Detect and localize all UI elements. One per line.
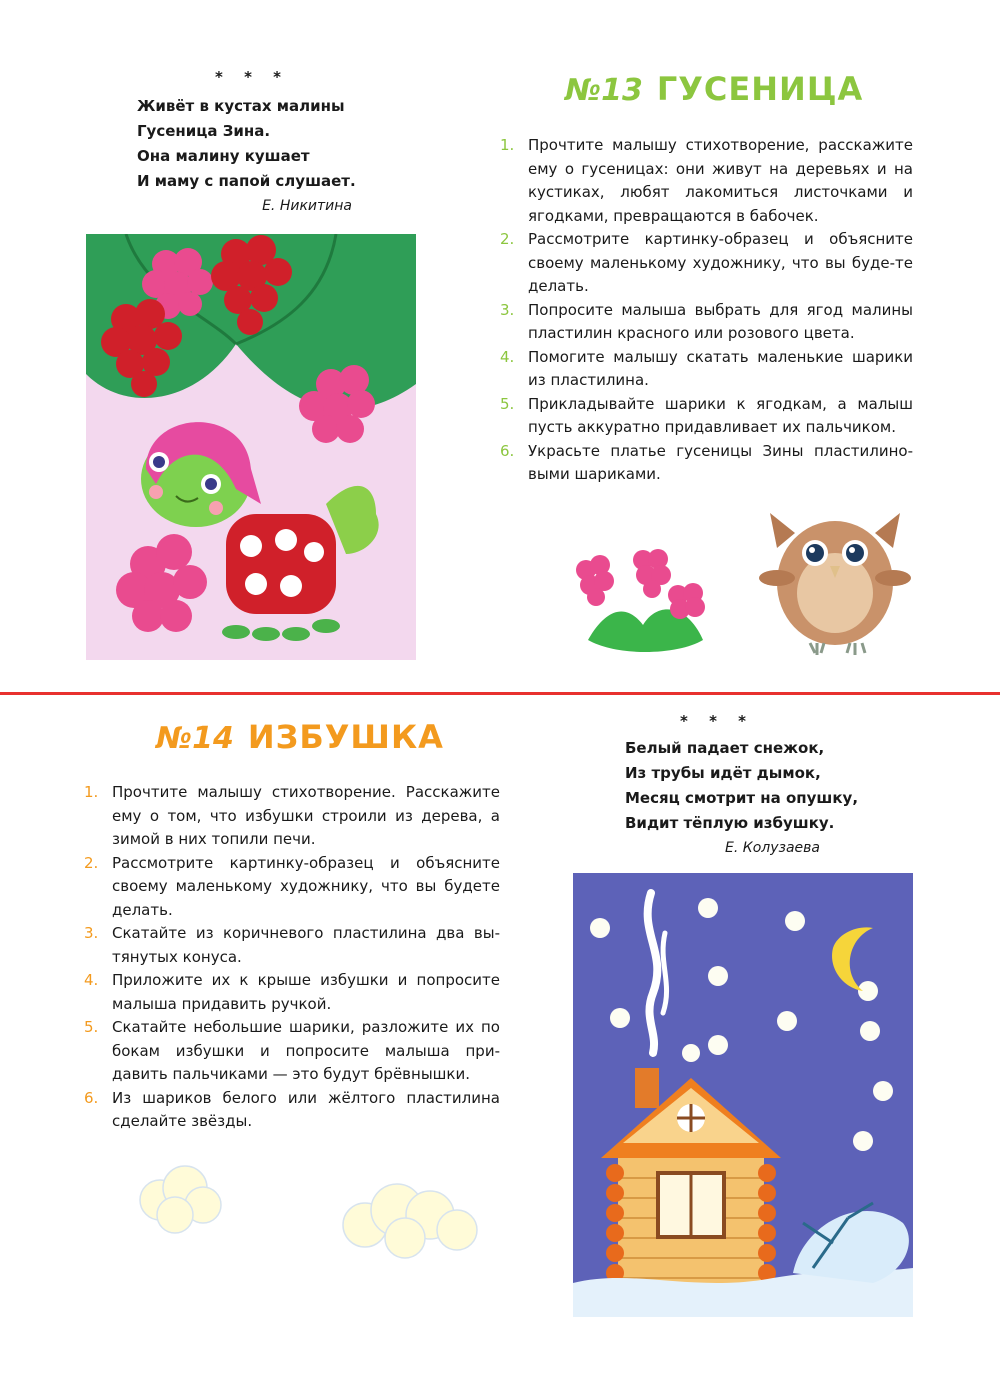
section-title-14 (156, 718, 444, 756)
step-number: 6. (500, 441, 515, 460)
step-text: Прочтите малышу стихотворение, расскажите ему о гусеницах: они живут на деревьях и на кустиках, любят лакомиться листочками и ягодками, превращаются в бабочек. (528, 136, 913, 225)
poem-line: Живёт в кустах малины (137, 97, 345, 115)
step-text: Скатайте из коричневого пластилина два вы-тянутых конуса. (112, 924, 500, 966)
step-text: Украсьте платье гусеницы Зины пластилино-выми шариками. (528, 441, 913, 483)
step-number: 3. (84, 924, 99, 942)
step-number: 5. (500, 394, 515, 413)
step-number: 5. (84, 1018, 99, 1036)
step-item (84, 922, 500, 969)
poem-line: Видит тёплую избушку. (625, 814, 835, 832)
cloud-icon (335, 1180, 485, 1260)
poem-line: Гусеница Зина. (137, 122, 271, 140)
step-number: 2. (500, 230, 515, 248)
step-item (500, 228, 913, 299)
step-text: Скатайте небольшие шарики, разложите их по бокам избушки и попросите малыша при-давить пальчиками — это будут брёвнышки. (112, 1018, 500, 1083)
poem-line: И маму с папой слушает. (137, 172, 356, 190)
title-number: №13 (565, 73, 643, 108)
section-title-13 (565, 70, 863, 108)
step-text: Помогите малышу скатать маленькие шарики из пластилина. (528, 347, 913, 389)
step-item (500, 134, 913, 228)
step-number: 6. (84, 1088, 99, 1107)
step-text: Рассмотрите картинку-образец и объясните своему маленькому художнику, что вы будете делать. (112, 853, 500, 919)
instructions-14 (84, 781, 500, 1134)
step-item (500, 299, 913, 346)
step-number: 4. (84, 971, 99, 989)
step-number: 1. (500, 136, 515, 154)
step-item (84, 852, 500, 923)
poem-14 (625, 712, 865, 856)
section-divider (0, 692, 1000, 695)
poem-stars: * * * (680, 712, 754, 730)
caterpillar-raspberry-picture (86, 234, 416, 660)
poem-line: Она малину кушает (137, 147, 310, 165)
poem-stars: * * * (215, 68, 289, 86)
step-number: 3. (500, 300, 515, 319)
instructions-13 (500, 134, 913, 487)
step-item (500, 346, 913, 393)
step-item (84, 1016, 500, 1087)
hut-night-picture (573, 873, 913, 1317)
cloud-icon (135, 1160, 225, 1235)
step-text: Попросите малыша выбрать для ягод малины пластилин красного или розового цвета. (528, 300, 913, 342)
step-item (84, 969, 500, 1016)
poem-line: Месяц смотрит на опушку, (625, 789, 859, 807)
step-text: Прочтите малышу стихотворение. Расскажите ему о том, что избушки строили из дерева, а зимой в них топили печи. (112, 783, 500, 848)
poem-line: Из трубы идёт дымок, (625, 764, 821, 782)
step-item (500, 393, 913, 440)
step-text: Из шариков белого или жёлтого пластилина сделайте звёзды. (112, 1088, 500, 1130)
step-number: 1. (84, 783, 99, 801)
title-number: №14 (156, 721, 234, 756)
poem-author: Е. Никитина (262, 198, 352, 214)
step-text: Прикладывайте шарики к ягодкам, а малыш пусть аккуратно придавливает их пальчиком. (528, 394, 913, 436)
title-word: ИЗБУШКА (247, 718, 444, 756)
owl-icon (755, 488, 915, 660)
poem-author: Е. Колузаева (725, 840, 820, 856)
step-item (84, 781, 500, 852)
step-text: Приложите их к крыше избушки и попросите малыша придавить ручкой. (112, 971, 500, 1013)
step-text: Рассмотрите картинку-образец и объясните своему маленькому художнику, что вы буде-те делать. (528, 230, 913, 295)
step-number: 2. (84, 853, 99, 872)
step-number: 4. (500, 347, 515, 366)
raspberry-sprig-icon (568, 545, 718, 660)
poem-13 (137, 68, 367, 214)
title-word: ГУСЕНИЦА (656, 70, 864, 108)
step-item (84, 1087, 500, 1134)
step-item (500, 440, 913, 487)
poem-line: Белый падает снежок, (625, 739, 825, 757)
